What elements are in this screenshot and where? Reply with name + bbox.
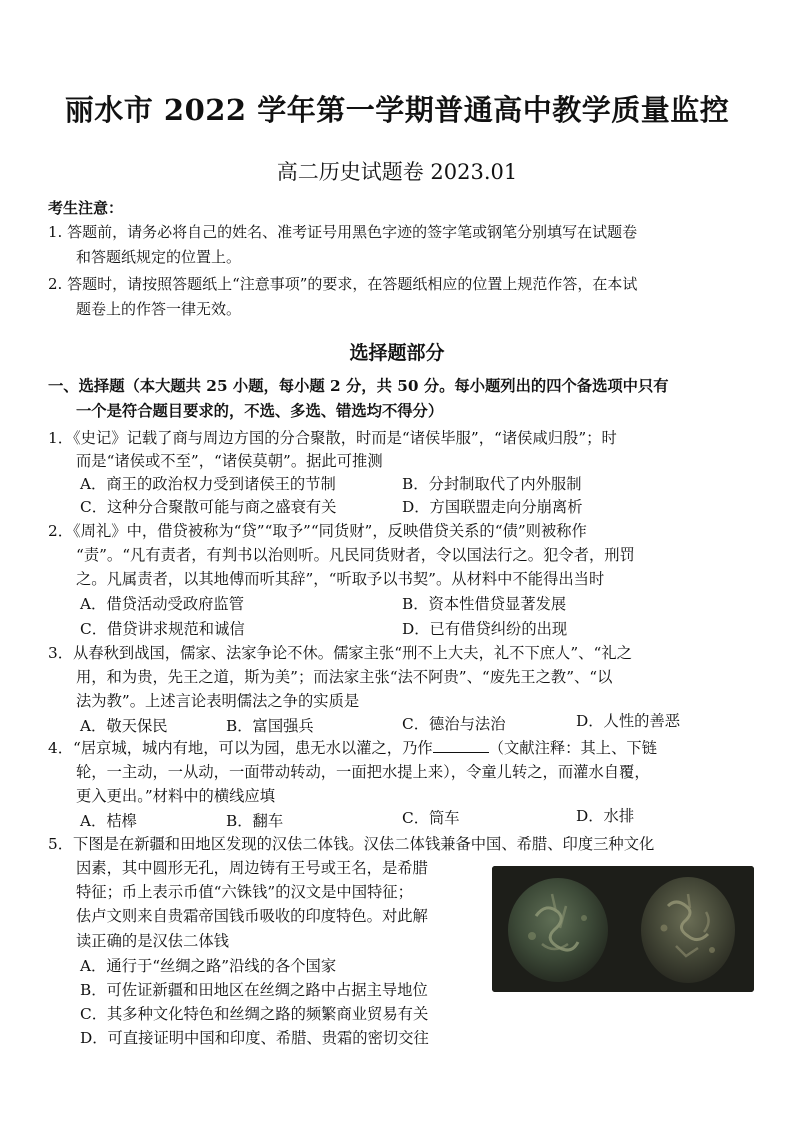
question-1-option-a: A．商王的政治权力受到诸侯王的节制 xyxy=(80,475,336,493)
question-4-option-c: C．筒车 xyxy=(402,809,460,827)
question-3-stem-line-2: 用，和为贵，先王之道，斯为美”；而法家主张“法不阿贵”、“废先王之教”、“以 xyxy=(76,668,613,686)
question-2-stem-line-3: 之。凡属责者，以其地傅而听其辞”，“听取予以书契”。从材料中不能得出当时 xyxy=(76,570,605,588)
coin-obverse xyxy=(508,878,608,982)
coin-photo-graphic xyxy=(492,866,754,992)
question-3-stem-line-3: 法为教”。上述言论表明儒法之争的实质是 xyxy=(76,692,360,710)
section-instruction-line-2: 一个是符合题目要求的，不选、多选、错选均不得分） xyxy=(76,402,444,420)
question-5-option-d: D．可直接证明中国和印度、希腊、贵霜的密切交往 xyxy=(80,1029,429,1047)
section-title: 选择题部分 xyxy=(349,342,445,364)
coin-reverse xyxy=(641,877,735,983)
question-1-option-d: D．方国联盟走向分崩离析 xyxy=(402,498,583,516)
question-2-option-d: D．已有借贷纠纷的出现 xyxy=(402,620,568,638)
question-5-stem-line-2: 因素，其中圆形无孔，周边铸有王号或王名，是希腊 xyxy=(76,859,428,877)
question-2-stem-line-2: “责”。“凡有责者，有判书以治则听。凡民同货财者，令以国法行之。犯令者，刑罚 xyxy=(76,546,635,564)
question-1-stem-line-2: 而是“诸侯或不至”，“诸侯莫朝”。据此可推测 xyxy=(76,452,383,470)
question-4-stem-before-blank: 4．“居京城，城内有地，可以为园，患无水以灌之，乃作 xyxy=(48,739,433,757)
question-4-stem-line-3: 更入更出。”材料中的横线应填 xyxy=(76,787,276,805)
note-2-line-2: 题卷上的作答一律无效。 xyxy=(76,300,242,318)
question-2-option-c: C．借贷讲求规范和诚信 xyxy=(80,620,245,638)
question-2-option-b: B．资本性借贷显著发展 xyxy=(402,595,567,613)
question-2-stem-line-1: 2．《周礼》中，借贷被称为“贷”“取予”“同货财”，反映借贷关系的“债”则被称作 xyxy=(48,522,587,540)
question-3-option-a: A．敬天保民 xyxy=(80,717,168,735)
question-4-stem-after-blank: （文献注释：其上、下链 xyxy=(488,739,657,757)
question-1-option-c: C．这种分合聚散可能与商之盛衰有关 xyxy=(80,498,337,516)
coin-photo xyxy=(492,866,754,992)
note-1-line-1: 1. 答题前，请务必将自己的姓名、准考证号用黑色字迹的签字笔或钢笔分别填写在试题卷 xyxy=(48,223,638,241)
note-2-line-1: 2. 答题时，请按照答题纸上“注意事项”的要求，在答题纸相应的位置上规范作答，在本试 xyxy=(48,275,638,293)
question-4-option-d: D．水排 xyxy=(576,807,635,825)
question-5-option-b: B．可佐证新疆和田地区在丝绸之路中占据主导地位 xyxy=(80,981,428,999)
question-1-option-b: B．分封制取代了内外服制 xyxy=(402,475,582,493)
question-3-option-d: D．人性的善恶 xyxy=(576,712,681,730)
question-4-stem-line-2: 轮，一主动，一从动，一面带动转动，一面把水提上来），令童儿转之，而灌水自覆， xyxy=(76,763,650,781)
note-1-line-2: 和答题纸规定的位置上。 xyxy=(76,248,242,266)
question-1-stem-line-1: 1．《史记》记载了商与周边方国的分合聚散，时而是“诸侯毕服”，“诸侯咸归殷”；时 xyxy=(48,429,617,447)
page-title: 丽水市 2022 学年第一学期普通高中教学质量监控 xyxy=(64,93,730,127)
page-subtitle: 高二历史试题卷 2023.01 xyxy=(276,160,518,184)
question-5-stem-line-3: 特征；币上表示币值“六铢钱”的汉文是中国特征； xyxy=(76,883,413,901)
question-3-option-b: B．富国强兵 xyxy=(226,717,314,735)
question-5-option-c: C．其多种文化特色和丝绸之路的频繁商业贸易有关 xyxy=(80,1005,429,1023)
question-4-stem-line-1 xyxy=(48,738,657,758)
question-5-stem-line-1: 5．下图是在新疆和田地区发现的汉佉二体钱。汉佉二体钱兼备中国、希腊、印度三种文化 xyxy=(48,835,655,853)
section-instruction-line-1: 一、选择题（本大题共 25 小题，每小题 2 分，共 50 分。每小题列出的四个备选项中只有 xyxy=(48,377,669,395)
question-4-option-a: A．桔槔 xyxy=(80,812,137,830)
question-5-option-a: A．通行于“丝绸之路”沿线的各个国家 xyxy=(80,957,337,975)
question-3-option-c: C．德治与法治 xyxy=(402,715,506,733)
question-5-stem-line-4: 佉卢文则来自贵霜帝国钱币吸收的印度特色。对此解 xyxy=(76,907,428,925)
question-3-stem-line-1: 3．从春秋到战国，儒家、法家争论不休。儒家主张“刑不上大夫，礼不下庶人”、“礼之 xyxy=(48,644,632,662)
question-2-option-a: A．借贷活动受政府监管 xyxy=(80,595,245,613)
question-4-option-b: B．翻车 xyxy=(226,812,284,830)
question-5-stem-line-5: 读正确的是汉佉二体钱 xyxy=(76,932,229,950)
notes-heading: 考生注意： xyxy=(48,199,124,217)
answer-blank xyxy=(433,738,489,753)
